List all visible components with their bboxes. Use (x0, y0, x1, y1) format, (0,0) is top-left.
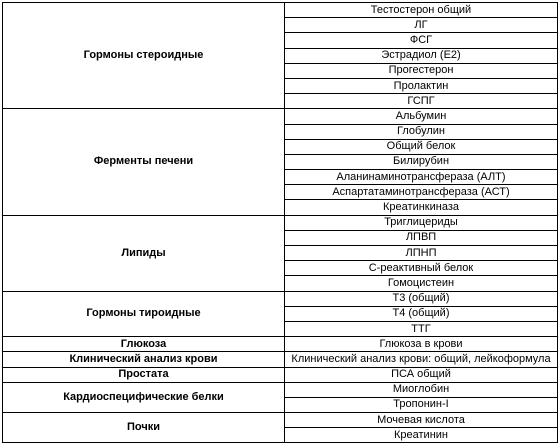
test-cell: ГСПГ (285, 94, 558, 109)
test-cell: Триглицериды (285, 215, 558, 230)
test-cell: Билирубин (285, 154, 558, 169)
table-row (3, 352, 558, 367)
table-row (3, 337, 558, 352)
table-row (3, 215, 558, 230)
group-cell: Почки (3, 413, 285, 443)
test-cell: Аланинаминотрансфераза (АЛТ) (285, 170, 558, 185)
group-cell: Клинический анализ крови (3, 352, 285, 367)
table-row (3, 367, 558, 382)
test-cell: Пролактин (285, 78, 558, 93)
test-cell: Глобулин (285, 124, 558, 139)
group-cell: Липиды (3, 215, 285, 291)
test-cell: Гомоцистеин (285, 276, 558, 291)
test-cell: ТТГ (285, 321, 558, 336)
test-cell: Альбумин (285, 109, 558, 124)
group-cell: Простата (3, 367, 285, 382)
test-cell: ЛГ (285, 18, 558, 33)
test-cell: ЛПВП (285, 230, 558, 245)
lab-tests-table (2, 2, 558, 443)
group-cell: Глюкоза (3, 337, 285, 352)
test-cell: ЛПНП (285, 246, 558, 261)
test-cell: Эстрадиол (Е2) (285, 48, 558, 63)
test-cell: ФСГ (285, 33, 558, 48)
test-cell: Клинический анализ крови: общий, лейкоформула (285, 352, 558, 367)
test-cell: Мочевая кислота (285, 413, 558, 428)
group-cell: Кардиоспецифические белки (3, 382, 285, 412)
test-cell: Тестостерон общий (285, 3, 558, 18)
group-cell: Ферменты печени (3, 109, 285, 215)
test-cell: Общий белок (285, 139, 558, 154)
table-row (3, 413, 558, 428)
test-cell: Креатинин (285, 428, 558, 443)
group-cell: Гормоны стероидные (3, 3, 285, 109)
test-cell: Тропонин-I (285, 397, 558, 412)
table-row (3, 109, 558, 124)
test-cell: Аспартатаминотрансфераза (АСТ) (285, 185, 558, 200)
group-cell: Гормоны тироидные (3, 291, 285, 337)
test-cell: Миоглобин (285, 382, 558, 397)
test-cell: Глюкоза в крови (285, 337, 558, 352)
table-row (3, 382, 558, 397)
table-row (3, 291, 558, 306)
test-cell: Т3 (общий) (285, 291, 558, 306)
table-row (3, 3, 558, 18)
test-cell: Прогестерон (285, 63, 558, 78)
test-cell: Т4 (общий) (285, 306, 558, 321)
test-cell: Креатинкиназа (285, 200, 558, 215)
test-cell: С-реактивный белок (285, 261, 558, 276)
test-cell: ПСА общий (285, 367, 558, 382)
